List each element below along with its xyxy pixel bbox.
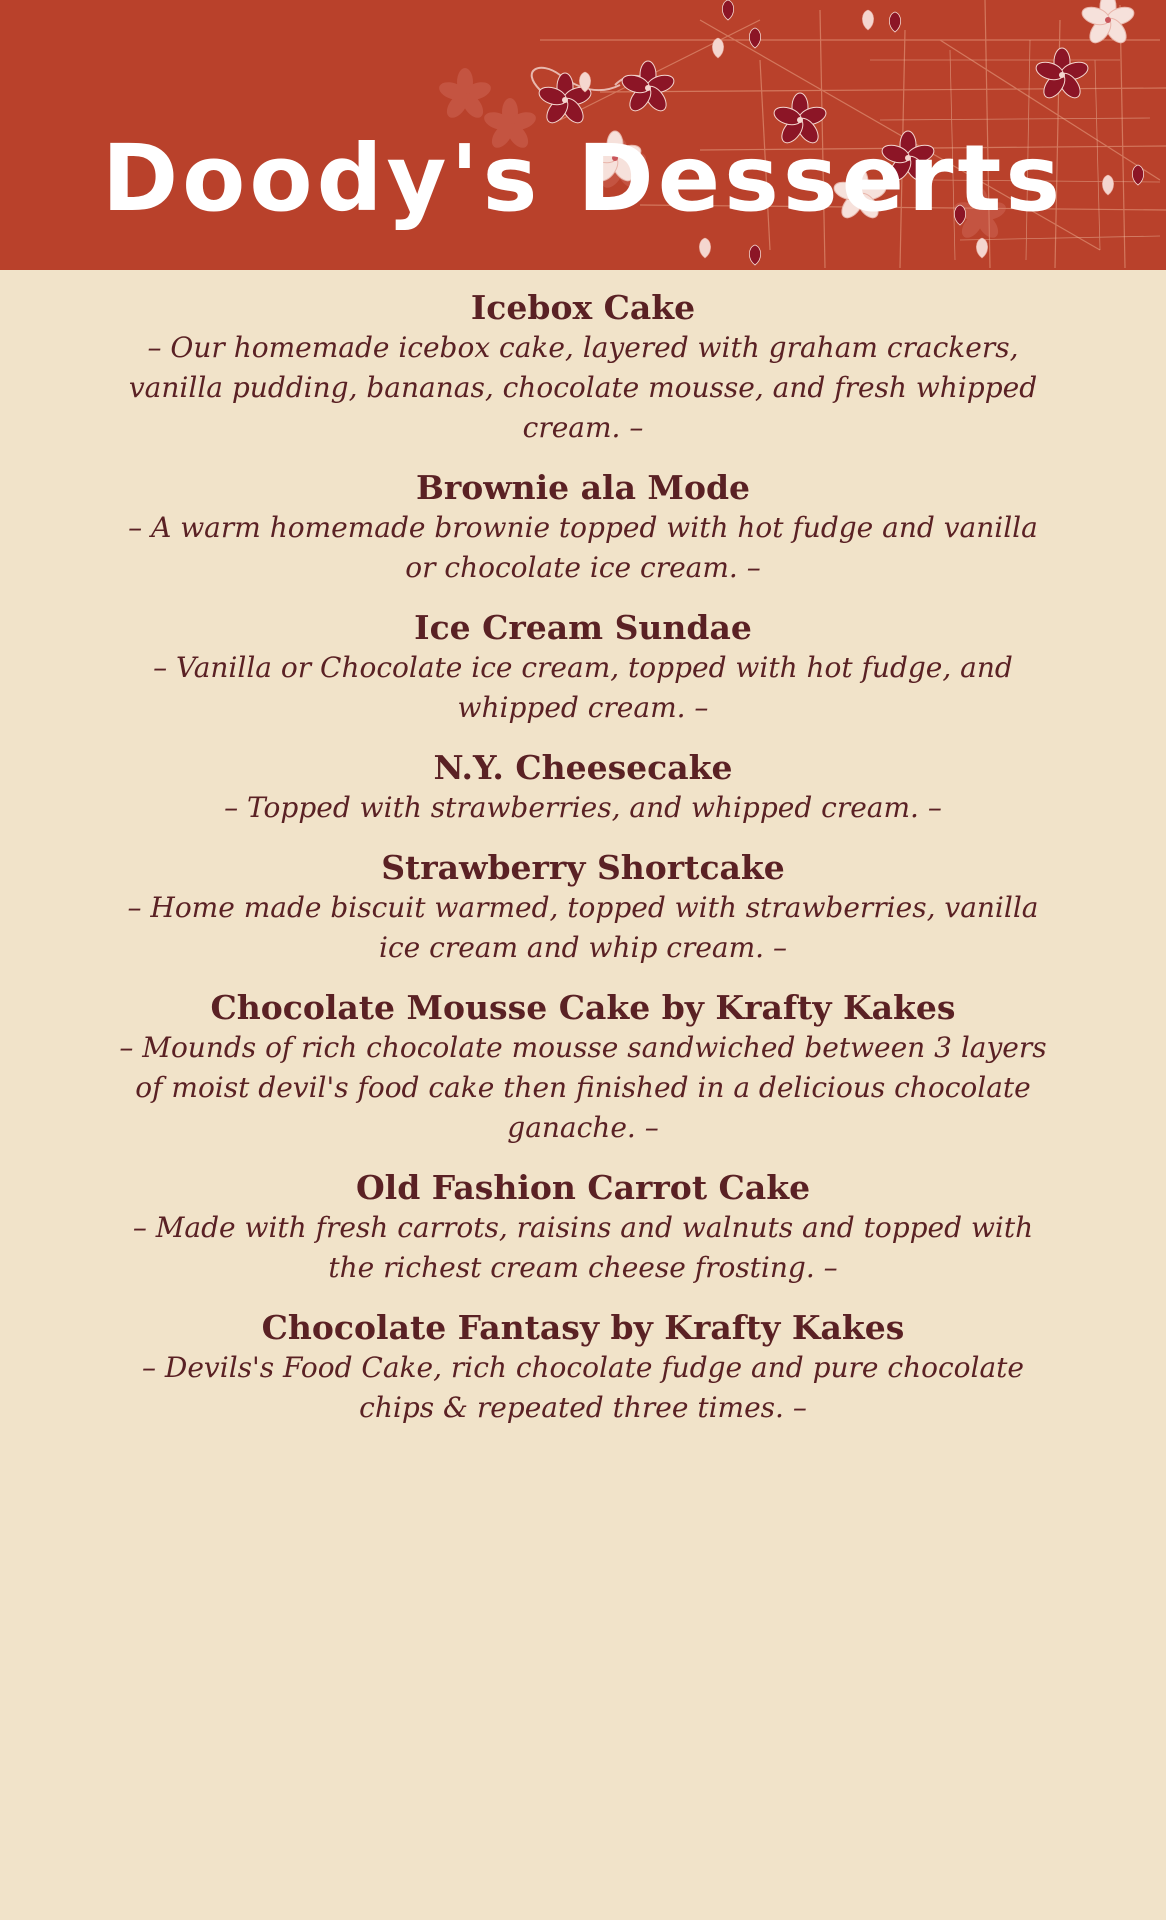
page-title: Doody's Desserts	[101, 125, 1065, 232]
menu-item	[110, 748, 1056, 828]
dessert-menu	[110, 288, 1056, 1448]
menu-item	[110, 848, 1056, 968]
menu-item	[110, 1308, 1056, 1428]
menu-item-description: – Devils's Food Cake, rich chocolate fudge and pure chocolate chips & repeated three times. –	[142, 1351, 1024, 1424]
menu-item-name: Brownie ala Mode	[415, 468, 751, 507]
menu-item-description: – Vanilla or Chocolate ice cream, topped with hot fudge, and whipped cream. –	[153, 651, 1013, 724]
menu-item-description: – Our homemade icebox cake, layered with graham crackers, vanilla pudding, bananas, chocolate mousse, and fresh whipped cream. –	[128, 331, 1038, 444]
menu-item-name: Old Fashion Carrot Cake	[355, 1168, 811, 1207]
menu-item-name: Chocolate Fantasy by Krafty Kakes	[261, 1308, 905, 1347]
menu-item-name: Chocolate Mousse Cake by Krafty Kakes	[210, 988, 956, 1027]
menu-item-description: – Topped with strawberries, and whipped cream. –	[224, 791, 942, 824]
menu-item-description: – Made with fresh carrots, raisins and walnuts and topped with the richest cream cheese frosting. –	[132, 1211, 1034, 1284]
header-banner	[0, 0, 1166, 270]
menu-item-name: Strawberry Shortcake	[381, 848, 785, 887]
menu-item	[110, 1168, 1056, 1288]
menu-item-description: – Home made biscuit warmed, topped with strawberries, vanilla ice cream and whip cream. –	[127, 891, 1039, 964]
menu-item-name: Ice Cream Sundae	[414, 608, 752, 647]
menu-item-name: Icebox Cake	[470, 288, 696, 327]
menu-item-description: – A warm homemade brownie topped with hot fudge and vanilla or chocolate ice cream. –	[128, 511, 1038, 584]
menu-item-name: N.Y. Cheesecake	[433, 748, 733, 787]
menu-item	[110, 288, 1056, 448]
menu-item-description: – Mounds of rich chocolate mousse sandwiched between 3 layers of moist devil's food cake then finished in a delicious chocolate ganache. –	[119, 1031, 1047, 1144]
menu-item	[110, 988, 1056, 1148]
menu-item	[110, 608, 1056, 728]
menu-item	[110, 468, 1056, 588]
